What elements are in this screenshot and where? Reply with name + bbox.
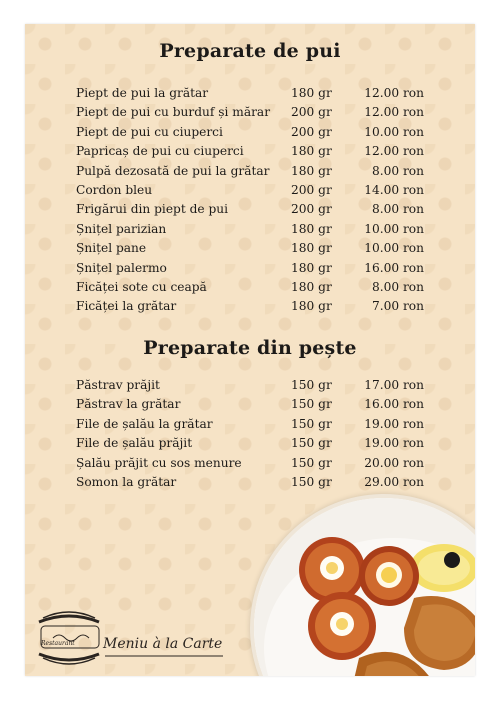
menu-item [25,434,475,453]
item-price: 19.00 ron [364,436,424,451]
item-weight: 180 gr [291,221,332,236]
menu-item [25,84,475,103]
section-title-fish: Preparate din pește [143,337,357,359]
item-weight: 180 gr [291,241,332,256]
item-weight: 200 gr [291,105,332,120]
item-name: Șnițel palermo [76,260,167,275]
item-weight: 150 gr [291,455,332,470]
menu-item [25,376,475,395]
item-price: 8.00 ron [371,279,424,294]
item-weight: 200 gr [291,124,332,139]
menu-item [25,395,475,414]
item-weight: 180 gr [291,279,332,294]
item-price: 10.00 ron [364,241,424,256]
item-price: 7.00 ron [371,299,424,314]
item-weight: 180 gr [291,299,332,314]
menu-tagline: Meniu à la Carte [103,636,223,652]
item-price: 16.00 ron [364,260,424,275]
logo-brand-text: Restaurant [41,640,75,647]
item-price: 10.00 ron [364,124,424,139]
item-weight: 200 gr [291,202,332,217]
item-weight: 150 gr [291,474,332,489]
item-price: 17.00 ron [364,378,424,392]
fish-dish-list [25,376,475,492]
item-price: 20.00 ron [364,455,424,470]
item-price: 10.00 ron [364,221,424,236]
food-plate-illustration [254,498,475,676]
item-price: 8.00 ron [371,202,424,217]
menu-item [25,454,475,473]
item-name: Papricaș de pui cu ciuperci [76,144,244,159]
item-price: 14.00 ron [364,182,424,197]
menu-item [25,278,475,297]
menu-item [25,200,475,219]
item-name: Păstrav prăjit [76,378,160,392]
section-title-chicken: Preparate de pui [159,40,341,62]
item-name: Păstrav la grătar [76,397,181,412]
menu-item [25,415,475,434]
item-price: 29.00 ron [364,474,424,489]
item-price: 16.00 ron [364,397,424,412]
item-weight: 200 gr [291,182,332,197]
item-name: Somon la grătar [76,474,177,489]
item-weight: 180 gr [291,260,332,275]
item-name: Piept de pui cu burduf și mărar [76,105,271,120]
item-name: Ficăței la grătar [76,299,177,314]
item-weight: 150 gr [291,436,332,451]
item-name: Piept de pui la grătar [76,86,209,100]
item-weight: 180 gr [291,86,332,100]
item-name: Pulpă dezosată de pui la grătar [76,163,270,178]
item-name: Șnițel parizian [76,221,167,236]
item-price: 12.00 ron [364,105,424,120]
menu-item [25,123,475,142]
menu-item [25,220,475,239]
menu-item [25,259,475,278]
item-weight: 180 gr [291,163,332,178]
item-price: 8.00 ron [371,163,424,178]
menu-item [25,297,475,316]
menu-item [25,162,475,181]
menu-item [25,142,475,161]
menu-page [25,24,475,676]
item-name: File de șalău prăjit [76,436,193,451]
item-price: 12.00 ron [364,144,424,159]
item-name: File de șalău la grătar [76,416,213,431]
menu-item [25,473,475,492]
chicken-dish-list [25,84,475,317]
menu-item [25,181,475,200]
menu-item [25,239,475,258]
food-photo [250,494,475,676]
item-price: 12.00 ron [364,86,424,100]
item-name: Frigărui din piept de pui [76,202,229,217]
menu-item [25,103,475,122]
item-weight: 150 gr [291,416,332,431]
item-price: 19.00 ron [364,416,424,431]
item-weight: 150 gr [291,397,332,412]
item-weight: 150 gr [291,378,332,392]
item-name: Șalău prăjit cu sos menure [76,455,242,470]
item-name: Șnițel pane [76,241,147,256]
item-weight: 180 gr [291,144,332,159]
item-name: Ficăței sote cu ceapă [76,279,207,294]
item-name: Cordon bleu [76,182,153,197]
item-name: Piept de pui cu ciuperci [76,124,223,139]
